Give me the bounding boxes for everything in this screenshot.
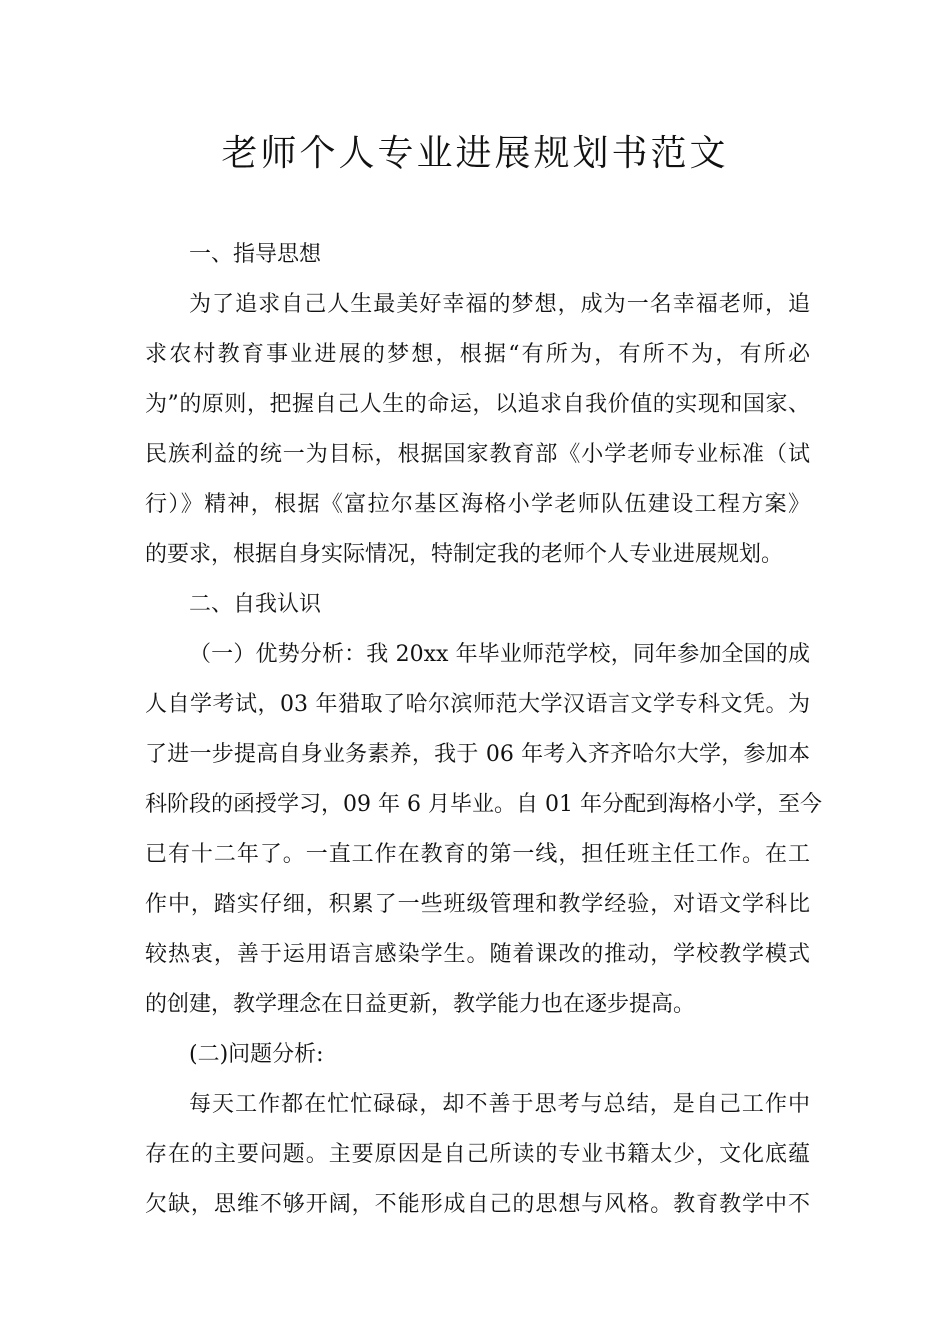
text-line: 已有十二年了。一直工作在教育的第一线，担任班主任工作。在工	[145, 842, 810, 867]
text-line: 行）》精神，根据《富拉尔基区海格小学老师队伍建设工程方案》	[145, 492, 810, 517]
text-line: 的要求，根据自身实际情况，特制定我的老师个人专业进展规划。	[145, 542, 784, 567]
text-line: 为”的原则，把握自己人生的命运，以追求自我价值的实现和国家、	[145, 392, 810, 417]
text-line: 较热衷，善于运用语言感染学生。随着课改的推动，学校教学模式	[145, 942, 810, 967]
text-line: 民族利益的统一为目标，根据国家教育部《小学老师专业标准（试	[145, 442, 810, 467]
text-line: 一、指导思想	[189, 242, 322, 267]
text-line: 人自学考试，03 年猎取了哈尔滨师范大学汉语言文学专科文凭。为	[145, 692, 810, 717]
text-line: 的创建，教学理念在日益更新，教学能力也在逐步提高。	[145, 992, 696, 1017]
text-line: 欠缺，思维不够开阔，不能形成自己的思想与风格。教育教学中不	[145, 1192, 810, 1217]
text-line: 求农村教育事业进展的梦想，根据“有所为，有所不为，有所必	[145, 342, 810, 367]
text-line: 为了追求自己人生最美好幸福的梦想，成为一名幸福老师，追	[189, 292, 810, 317]
document-title: 老师个人专业进展规划书范文	[221, 133, 729, 174]
text-line: 每天工作都在忙忙碌碌，却不善于思考与总结，是自己工作中	[189, 1092, 810, 1117]
document-body	[145, 230, 822, 1230]
text-line: 存在的主要问题。主要原因是自己所读的专业书籍太少，文化底蕴	[145, 1142, 810, 1167]
text-line: （一）优势分析：我 20xx 年毕业师范学校，同年参加全国的成	[189, 642, 810, 667]
text-line: 二、自我认识	[189, 592, 322, 617]
text-line: 作中，踏实仔细，积累了一些班级管理和教学经验，对语文学科比	[145, 892, 810, 917]
text-line: 了进一步提高自身业务素养，我于 06 年考入齐齐哈尔大学，参加本	[145, 742, 810, 767]
text-line: 科阶段的函授学习，09 年 6 月毕业。自 01 年分配到海格小学，至今	[145, 792, 822, 817]
text-line: (二)问题分析:	[189, 1042, 324, 1067]
